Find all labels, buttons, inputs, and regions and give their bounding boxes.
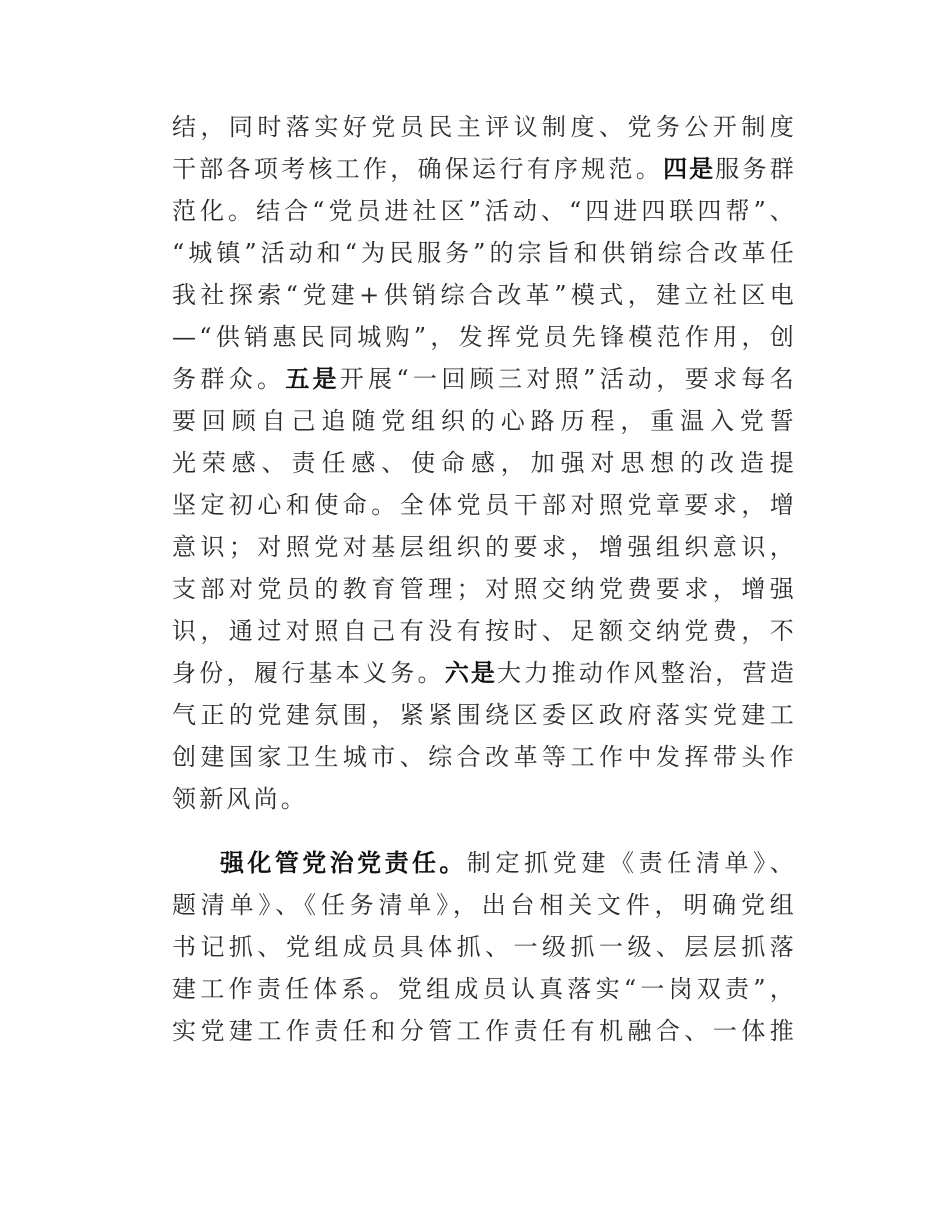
- text-line: [172, 1010, 797, 1052]
- line-text: 识，通过对照自己有没有按时、足额交纳党费，不: [172, 617, 797, 645]
- text-line: [172, 190, 797, 232]
- text-line: [172, 926, 797, 968]
- paragraph-1: [172, 106, 797, 820]
- text-line: [172, 400, 797, 442]
- line-text: 务群众。: [172, 365, 286, 393]
- text-line: [172, 232, 797, 274]
- text-line: [172, 694, 797, 736]
- line-text: 光荣感、责任感、使命感，加强对思想的改造提: [172, 449, 797, 477]
- section-heading: 强化管党治党责任。: [220, 849, 467, 877]
- text-line: [172, 274, 797, 316]
- line-text: 坚定初心和使命。全体党员干部对照党章要求，增: [172, 491, 797, 519]
- line-text: 干部各项考核工作，确保运行有序规范。: [172, 155, 664, 183]
- text-line: [172, 442, 797, 484]
- text-line: [172, 484, 797, 526]
- line-text: 领新风尚。: [172, 785, 308, 813]
- text-line: [172, 106, 797, 148]
- text-line: [172, 884, 797, 926]
- line-text: 支部对党员的教育管理；对照交纳党费要求，增强: [172, 575, 797, 603]
- line-text: 我社探索“党建+供销综合改革”模式，建立社区电: [172, 281, 797, 309]
- text-line: [172, 842, 797, 884]
- bold-marker: 六是: [444, 659, 497, 687]
- line-text: 建工作责任体系。党组成员认真落实“一岗双责”，: [172, 975, 797, 1003]
- line-text: 制定抓党建《责任清单》、: [466, 849, 797, 877]
- line-text: 书记抓、党组成员具体抓、一级抓一级、层层抓落: [172, 933, 797, 961]
- line-text: 创建国家卫生城市、综合改革等工作中发挥带头作: [172, 743, 797, 771]
- paragraph-2: [172, 842, 797, 1052]
- text-line: [172, 358, 797, 400]
- text-line: [172, 736, 797, 778]
- bold-marker: 四是: [663, 155, 716, 183]
- bold-marker: 五是: [285, 365, 340, 393]
- line-text: 要回顾自己追随党组织的心路历程，重温入党誓: [172, 407, 797, 435]
- text-line: [172, 148, 797, 190]
- line-text: 大力推动作风整治，营造: [497, 659, 797, 687]
- line-text: 开展“一回顾三对照”活动，要求每名: [339, 365, 797, 393]
- line-text: 气正的党建氛围，紧紧围绕区委区政府落实党建工: [172, 701, 797, 729]
- line-text: “城镇”活动和“为民服务”的宗旨和供销综合改革任: [172, 239, 797, 267]
- line-text: 服务群: [715, 155, 797, 183]
- line-text: 范化。结合“党员进社区”活动、“四进四联四帮”、: [172, 197, 797, 225]
- text-line: [172, 778, 797, 820]
- text-line: [172, 968, 797, 1010]
- line-text: 结，同时落实好党员民主评议制度、党务公开制度: [172, 113, 797, 141]
- text-line: [172, 652, 797, 694]
- text-line: [172, 568, 797, 610]
- line-text: 意识；对照党对基层组织的要求，增强组织意识，: [172, 533, 797, 561]
- line-text: —“供销惠民同城购”，发挥党员先锋模范作用，创: [172, 323, 797, 351]
- text-line: [172, 526, 797, 568]
- line-text: 题清单》、《任务清单》，出台相关文件，明确党组: [172, 891, 797, 919]
- line-text: 身份，履行基本义务。: [172, 659, 445, 687]
- text-line: [172, 316, 797, 358]
- text-line: [172, 610, 797, 652]
- line-text: 实党建工作责任和分管工作责任有机融合、一体推: [172, 1017, 797, 1045]
